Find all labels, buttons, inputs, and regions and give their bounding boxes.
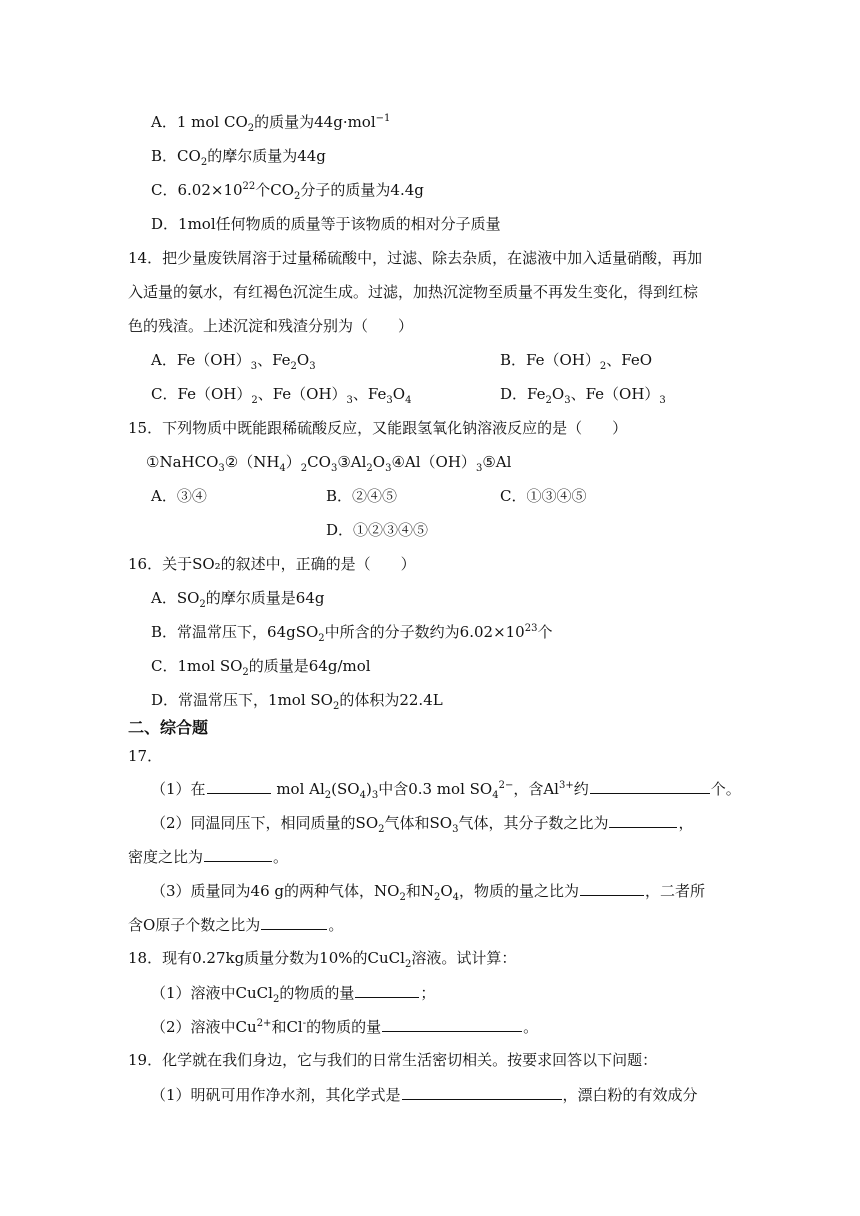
q15-option-c: C．①③④⑤ <box>500 487 587 505</box>
answer-blank[interactable] <box>580 880 644 896</box>
q13-option-c: C．$6.02\times 10^{22}$个$CO_2$分子的质量为4.4g <box>151 181 424 202</box>
q18-stem: 18．现有0.27kg质量分数为10%的CuCl$_2$溶液。试计算： <box>128 949 517 970</box>
answer-blank[interactable] <box>355 982 419 998</box>
q19-stem: 19．化学就在我们身边，它与我们的日常生活密切相关。按要求回答以下问题： <box>128 1051 658 1069</box>
answer-blank[interactable] <box>261 914 327 930</box>
answer-blank[interactable] <box>204 846 272 862</box>
q15-option-d: D．①②③④⑤ <box>326 521 429 539</box>
q14-option-b: B．$Fe(OH)_2$、FeO <box>500 351 653 372</box>
q14-stem-line3: 色的残渣。上述沉淀和残渣分别为（ ） <box>128 317 414 335</box>
q16-option-b: B．常温常压下，64gSO$_2$中所含的分子数约为$6.02\times 10^{23}$个 <box>151 623 553 644</box>
q17-part3-line2: 含O原子个数之比为 。 <box>128 916 344 934</box>
q14-stem-line2: 入适量的氨水，有红褐色沉淀生成。过滤，加热沉淀物至质量不再发生变化，得到红棕 <box>128 283 699 301</box>
q16-option-c: C．1mol $SO_2$的质量是64g/mol <box>151 657 371 678</box>
q16-option-d: D．常温常压下，1mol $SO_2$的体积为22.4L <box>151 691 443 712</box>
q17-part2-line2: 密度之比为 。 <box>128 848 289 866</box>
q13-option-b: B．$CO_2$的摩尔质量为44g <box>151 147 326 168</box>
answer-blank[interactable] <box>382 1016 522 1032</box>
q19-part1: （1）明矾可用作净水剂，其化学式是 ，漂白粉的有效成分 <box>151 1086 698 1104</box>
q15-stem: 15．下列物质中既能跟稀硫酸反应，又能跟氢氧化钠溶液反应的是（ ） <box>128 419 628 437</box>
q13-option-a: A．1 mol $CO_2$的质量为44g·mol$^{-1}$ <box>151 113 391 134</box>
answer-blank[interactable] <box>402 1084 562 1100</box>
q15-option-a: A．③④ <box>151 487 207 505</box>
answer-blank[interactable] <box>590 778 710 794</box>
answer-blank[interactable] <box>207 778 271 794</box>
answer-blank[interactable] <box>609 812 677 828</box>
q14-stem-line1: 14．把少量废铁屑溶于过量稀硫酸中，过滤、除去杂质，在滤液中加入适量硝酸，再加 <box>128 249 703 267</box>
q16-stem: 16．关于SO₂的叙述中，正确的是（ ） <box>128 555 416 573</box>
q17-part3-line1: （3）质量同为46 g的两种气体，$NO_2$和$N_2O_4$，物质的量之比为 ，二者所 <box>151 882 706 903</box>
q17-part2-line1: （2）同温同压下，相同质量的$SO_2$气体和$SO_3$气体，其分子数之比为 ， <box>151 814 694 835</box>
section-heading: 二、综合题 <box>128 718 209 737</box>
q13-option-d: D．1mol任何物质的质量等于该物质的相对分子质量 <box>151 215 501 233</box>
q18-part1: （1）溶液中CuCl$_2$的物质的量 ； <box>151 984 436 1005</box>
q17-number: 17． <box>128 747 163 765</box>
q15-items: $①NaHCO_3②(NH_4)_2CO_3③Al_2O_3④Al(OH)_3⑤Al$ <box>146 453 512 474</box>
q16-option-a: A．$SO_2$的摩尔质量是64g <box>151 589 325 610</box>
q14-option-c: C．$Fe(OH)_2$、$Fe(OH)_3$、$Fe_3O_4$ <box>151 385 412 406</box>
q18-part2: （2）溶液中$Cu^{2+}$和Cl-的物质的量 。 <box>151 1018 539 1036</box>
q14-option-d: D．$Fe_2O_3$、$Fe(OH)_3$ <box>500 385 666 406</box>
q17-part1: （1）在 mol $Al_2(SO_4)_3$中含0.3 mol $SO_4^{2-}$，含$Al^{3+}$约 个。 <box>151 780 741 801</box>
q14-option-a: A．$Fe(OH)_3$、$Fe_2O_3$ <box>151 351 316 372</box>
q15-option-b: B．②④⑤ <box>326 487 398 505</box>
